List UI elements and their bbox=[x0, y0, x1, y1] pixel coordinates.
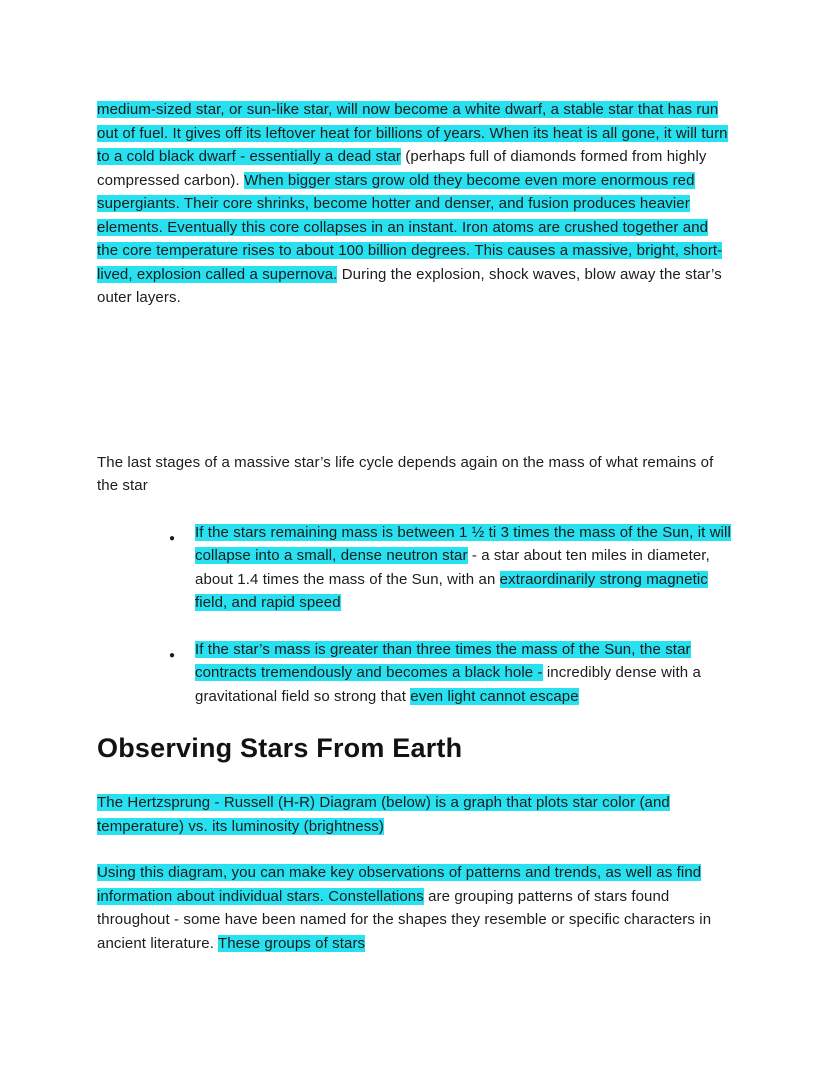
text-run: - a star about ten miles in diameter, about 1.4 times the mass of the Sun, with an bbox=[195, 547, 710, 588]
highlighted-text-run: medium-sized star, or sun-like star, will now become a white dwarf, a stable star that has run out of fuel. It gives off its leftover heat for billions of years. When its heat is all gone, it will turn to a cold black dwarf - essentially a dead star bbox=[97, 101, 728, 165]
highlighted-text-run: If the stars remaining mass is between 1 ½ ti 3 times the mass of the Sun, it will collapse into a small, dense neutron star bbox=[195, 523, 731, 564]
highlighted-text-run: The Hertzsprung - Russell (H-R) Diagram (below) is a graph that plots star color (and temperature) vs. its luminosity (brightness) bbox=[97, 794, 670, 835]
paragraph-constellations bbox=[97, 861, 731, 955]
list-item-black-hole bbox=[195, 638, 731, 709]
highlighted-text-run: If the star’s mass is greater than three times the mass of the Sun, the star contracts tremendously and becomes a black hole - bbox=[195, 640, 691, 681]
paragraph-stellar-death bbox=[97, 98, 731, 310]
section-heading: Observing Stars From Earth bbox=[97, 733, 463, 763]
highlighted-text-run: extraordinarily strong magnetic field, and rapid speed bbox=[195, 570, 708, 611]
paragraph-hr-diagram bbox=[97, 791, 731, 838]
list-item-neutron-star bbox=[195, 521, 731, 615]
blank-lines-spacer bbox=[97, 333, 731, 451]
highlighted-text-run: When bigger stars grow old they become even more enormous red supergiants. Their core shrinks, become hotter and denser, and fusion produces heavier elements. Eventually this core collapses in an instant. Iron atoms are crushed together and the core temperature rises to about 100 billion degrees. This causes a massive, bright, short-lived, explosion called a supernova. bbox=[97, 171, 723, 283]
highlighted-text-run: These groups of stars bbox=[217, 934, 366, 952]
paragraph-last-stages bbox=[97, 451, 731, 498]
text-run: (perhaps full of diamonds formed from highly compressed carbon). bbox=[97, 148, 707, 189]
highlighted-text-run: Using this diagram, you can make key observations of patterns and trends, as well as find information about individual stars. Constellations bbox=[97, 864, 702, 905]
highlighted-text-run: even light cannot escape bbox=[410, 687, 579, 705]
text-run: are grouping patterns of stars found throughout - some have been named for the shapes they resemble or specific characters in ancient literature. bbox=[97, 887, 712, 952]
text-run: During the explosion, shock waves, blow away the star’s outer layers. bbox=[97, 265, 722, 306]
text-run: The last stages of a massive star’s life cycle depends again on the mass of what remains of the star bbox=[97, 453, 714, 494]
text-run: incredibly dense with a gravitational field so strong that bbox=[195, 664, 701, 705]
bullet-list bbox=[97, 521, 731, 709]
